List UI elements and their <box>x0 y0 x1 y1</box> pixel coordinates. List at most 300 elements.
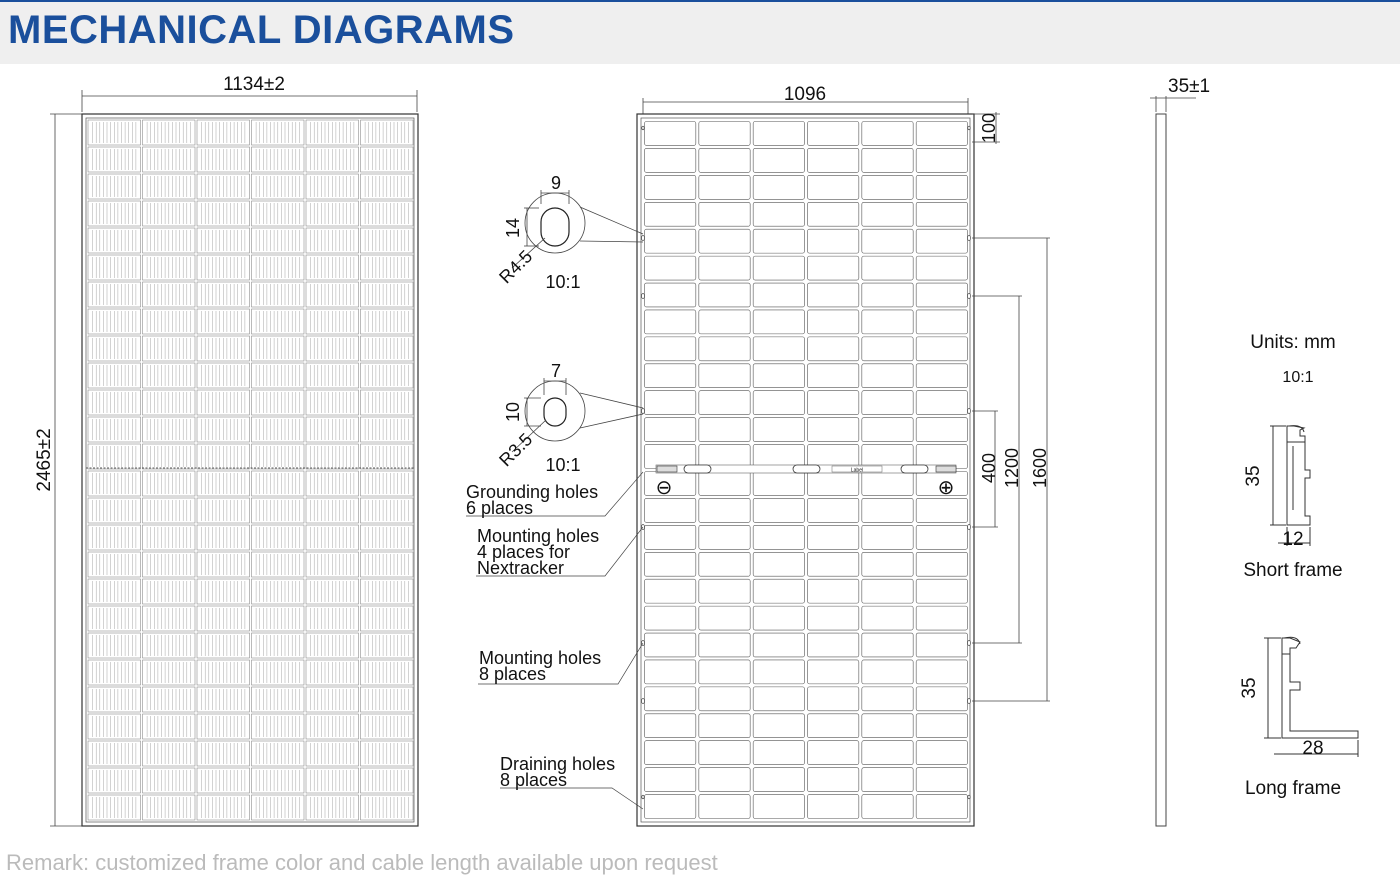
back-cell <box>645 633 696 657</box>
front-cell <box>143 147 196 172</box>
long-frame-width-label: 28 <box>1302 738 1324 759</box>
front-cell <box>306 147 359 172</box>
front-cell <box>361 174 414 199</box>
front-cell <box>197 768 250 793</box>
front-cell <box>143 363 196 388</box>
back-cell <box>753 714 804 738</box>
front-cell <box>252 741 305 766</box>
svg-text:Mounting holes: Mounting holes <box>477 526 600 546</box>
front-cell <box>306 714 359 739</box>
junction-box-strip <box>656 465 956 474</box>
front-cell <box>88 282 141 307</box>
back-cell <box>753 175 804 199</box>
front-cell <box>252 687 305 712</box>
top-offset-label: 100 <box>979 112 999 144</box>
hole1-width-label: 9 <box>550 173 562 193</box>
back-cell <box>916 714 967 738</box>
front-cell <box>306 660 359 685</box>
front-cell <box>361 660 414 685</box>
svg-text:4 places for: 4 places for <box>477 542 571 562</box>
front-cell <box>361 606 414 631</box>
side-profile <box>1156 114 1166 826</box>
front-cell <box>197 606 250 631</box>
front-cell <box>197 336 250 361</box>
back-cell <box>645 256 696 280</box>
front-cell <box>143 174 196 199</box>
front-cell <box>252 282 305 307</box>
front-cell <box>361 282 414 307</box>
back-cell <box>862 391 913 415</box>
front-cell <box>197 309 250 334</box>
short-frame-profile <box>1270 426 1310 546</box>
front-cell <box>143 552 196 577</box>
back-cell <box>645 418 696 442</box>
front-cell <box>143 390 196 415</box>
back-cell <box>753 795 804 819</box>
front-cell <box>143 255 196 280</box>
back-cell <box>916 768 967 792</box>
front-cell <box>88 174 141 199</box>
back-cell <box>808 579 859 603</box>
back-cell <box>862 579 913 603</box>
back-cell <box>753 606 804 630</box>
back-cell <box>753 552 804 576</box>
back-cell <box>753 229 804 253</box>
front-cell <box>143 417 196 442</box>
front-cell <box>88 660 141 685</box>
front-cell <box>88 633 141 658</box>
front-cell <box>88 741 141 766</box>
back-cell <box>916 579 967 603</box>
back-cell <box>753 498 804 522</box>
front-cell <box>88 498 141 523</box>
hole2-width-label: 7 <box>550 361 562 381</box>
back-cell <box>699 472 750 496</box>
back-cell <box>808 687 859 711</box>
spacing-label-1200: 1200 <box>1002 447 1022 489</box>
front-cell <box>88 336 141 361</box>
front-cell <box>361 795 414 820</box>
front-cell <box>143 336 196 361</box>
back-cell <box>916 202 967 226</box>
back-cell <box>808 391 859 415</box>
front-cell <box>306 741 359 766</box>
front-cell <box>88 687 141 712</box>
side-thickness-label: 35±1 <box>1168 76 1211 97</box>
back-cell <box>916 525 967 549</box>
front-cell <box>88 201 141 226</box>
back-cell <box>699 148 750 172</box>
front-cell <box>306 228 359 253</box>
front-cell <box>197 687 250 712</box>
back-cell <box>862 552 913 576</box>
front-cell <box>306 471 359 496</box>
back-cell <box>753 337 804 361</box>
hole1-scale-label: 10:1 <box>545 272 581 292</box>
back-cell <box>862 337 913 361</box>
back-cell <box>753 741 804 765</box>
front-cell <box>361 120 414 145</box>
front-cell <box>197 147 250 172</box>
back-cell <box>645 175 696 199</box>
back-cell <box>645 229 696 253</box>
back-cell <box>862 633 913 657</box>
frame-scale-label: 10:1 <box>1282 369 1314 386</box>
front-cell <box>252 120 305 145</box>
front-cell <box>252 633 305 658</box>
back-cell <box>699 310 750 334</box>
back-cell <box>808 633 859 657</box>
front-cell <box>143 579 196 604</box>
back-cell <box>699 606 750 630</box>
front-cell <box>361 633 414 658</box>
back-cell <box>916 660 967 684</box>
back-cell <box>645 283 696 307</box>
front-cell <box>252 228 305 253</box>
front-cell <box>306 390 359 415</box>
back-cell <box>753 364 804 388</box>
back-cell <box>808 283 859 307</box>
front-cell <box>361 471 414 496</box>
back-cell <box>808 256 859 280</box>
frame-details <box>1239 332 1358 799</box>
front-cell <box>361 579 414 604</box>
front-cell <box>143 444 196 469</box>
callout-grounding <box>466 482 598 518</box>
back-cell <box>862 525 913 549</box>
short-frame-height-label: 35 <box>1243 465 1264 487</box>
front-cell <box>197 525 250 550</box>
back-cell <box>699 768 750 792</box>
front-cell <box>143 795 196 820</box>
front-cell <box>88 309 141 334</box>
back-cell <box>645 660 696 684</box>
back-cell <box>753 687 804 711</box>
front-cell <box>306 633 359 658</box>
front-cell <box>361 714 414 739</box>
positive-connector <box>936 466 956 472</box>
back-cell <box>862 741 913 765</box>
back-cell <box>862 768 913 792</box>
front-cell <box>88 120 141 145</box>
back-cell <box>916 687 967 711</box>
front-cell <box>143 687 196 712</box>
back-cell <box>862 256 913 280</box>
back-cell <box>862 122 913 146</box>
back-cell <box>808 525 859 549</box>
front-cell <box>252 174 305 199</box>
front-cell <box>361 228 414 253</box>
back-cell <box>862 229 913 253</box>
front-cell <box>88 525 141 550</box>
front-cell <box>88 417 141 442</box>
back-cell <box>916 498 967 522</box>
back-cell <box>699 714 750 738</box>
front-cell <box>361 363 414 388</box>
svg-text:8 places: 8 places <box>479 664 547 684</box>
back-cell <box>753 256 804 280</box>
front-cell <box>252 390 305 415</box>
front-cell <box>143 201 196 226</box>
back-cell <box>645 391 696 415</box>
back-cell <box>808 472 859 496</box>
negative-terminal-icon: ⊖ <box>655 477 673 499</box>
front-cell <box>143 471 196 496</box>
footer-remark: Remark: customized frame color and cable length available upon request <box>6 850 718 875</box>
back-cell <box>862 310 913 334</box>
front-cell <box>197 174 250 199</box>
front-cell <box>88 606 141 631</box>
back-cell <box>808 175 859 199</box>
back-cell <box>808 148 859 172</box>
back-cell <box>699 229 750 253</box>
front-cell <box>306 498 359 523</box>
front-cell <box>361 444 414 469</box>
front-cell <box>88 579 141 604</box>
front-cell <box>306 336 359 361</box>
back-cell <box>862 687 913 711</box>
back-cell <box>699 633 750 657</box>
front-cell <box>88 471 141 496</box>
front-cell <box>143 228 196 253</box>
back-cell <box>753 283 804 307</box>
back-cell <box>699 256 750 280</box>
front-cell <box>361 390 414 415</box>
front-cell <box>361 309 414 334</box>
front-cell <box>197 741 250 766</box>
junction-box-3 <box>901 465 928 473</box>
back-cell <box>753 202 804 226</box>
back-cell <box>808 310 859 334</box>
back-cell <box>808 606 859 630</box>
front-cell <box>197 795 250 820</box>
svg-text:6 places: 6 places <box>466 498 534 518</box>
back-cell <box>645 795 696 819</box>
back-cell <box>862 418 913 442</box>
front-cell <box>361 498 414 523</box>
front-cell <box>252 579 305 604</box>
front-cell <box>88 255 141 280</box>
page-title: MECHANICAL DIAGRAMS <box>8 8 515 52</box>
front-cell <box>252 525 305 550</box>
back-cell <box>808 714 859 738</box>
back-cell <box>699 552 750 576</box>
back-cell <box>753 472 804 496</box>
back-cell <box>645 498 696 522</box>
front-cell <box>143 768 196 793</box>
front-cell <box>197 201 250 226</box>
back-cell <box>808 337 859 361</box>
back-cell <box>699 687 750 711</box>
callout-mounting <box>479 648 601 684</box>
back-cell <box>808 498 859 522</box>
back-cell <box>808 202 859 226</box>
front-cell <box>306 363 359 388</box>
back-cell <box>699 283 750 307</box>
back-cell <box>916 795 967 819</box>
callout-nextracker <box>477 526 599 578</box>
front-cell <box>252 660 305 685</box>
front-cell <box>306 552 359 577</box>
back-cell <box>645 148 696 172</box>
front-cell <box>143 633 196 658</box>
back-cell <box>753 660 804 684</box>
front-cell <box>88 552 141 577</box>
back-cell <box>862 660 913 684</box>
front-cell <box>306 174 359 199</box>
back-cell <box>753 391 804 415</box>
back-cell <box>808 122 859 146</box>
back-cell <box>916 606 967 630</box>
back-cell <box>916 741 967 765</box>
front-cell <box>143 660 196 685</box>
front-cell <box>88 390 141 415</box>
back-cell <box>699 795 750 819</box>
front-cell <box>361 525 414 550</box>
front-cell <box>361 687 414 712</box>
front-cell <box>143 309 196 334</box>
front-cell <box>197 390 250 415</box>
back-cell <box>645 714 696 738</box>
back-cell <box>699 660 750 684</box>
back-cell <box>645 337 696 361</box>
back-cell <box>916 552 967 576</box>
back-cell <box>862 148 913 172</box>
hole1-radius-label: R4.5 <box>495 246 537 288</box>
front-cell <box>252 795 305 820</box>
short-frame-name: Short frame <box>1243 560 1343 581</box>
back-cell <box>916 283 967 307</box>
front-cell <box>252 498 305 523</box>
front-cell <box>306 768 359 793</box>
callout-draining <box>500 754 615 790</box>
back-cell <box>753 768 804 792</box>
back-cell <box>699 498 750 522</box>
spacing-label-400: 400 <box>979 452 999 484</box>
back-cell <box>862 498 913 522</box>
front-cell <box>252 309 305 334</box>
back-cell <box>916 310 967 334</box>
front-cell <box>197 552 250 577</box>
front-width-label: 1134±2 <box>223 74 285 95</box>
front-cell <box>306 579 359 604</box>
front-cell <box>361 201 414 226</box>
back-cell <box>916 337 967 361</box>
front-cell <box>88 228 141 253</box>
back-cell <box>699 175 750 199</box>
back-cell <box>862 714 913 738</box>
front-cell <box>197 714 250 739</box>
back-cell <box>699 122 750 146</box>
back-cell <box>808 364 859 388</box>
front-cell <box>88 444 141 469</box>
front-cell <box>252 255 305 280</box>
front-cell <box>306 606 359 631</box>
back-cell <box>862 283 913 307</box>
front-cell <box>88 147 141 172</box>
front-cell <box>88 795 141 820</box>
front-cell <box>252 201 305 226</box>
front-cell <box>143 606 196 631</box>
front-cell <box>197 444 250 469</box>
back-cell <box>862 175 913 199</box>
front-cell <box>197 579 250 604</box>
back-cell <box>916 229 967 253</box>
label-box-text: Label <box>850 467 864 474</box>
svg-text:Grounding holes: Grounding holes <box>466 482 599 502</box>
front-cell <box>197 633 250 658</box>
back-cell <box>699 741 750 765</box>
front-cell <box>361 417 414 442</box>
front-cell <box>197 255 250 280</box>
junction-box-1 <box>684 465 711 473</box>
front-cell <box>88 714 141 739</box>
back-cell <box>753 148 804 172</box>
front-cell <box>306 444 359 469</box>
short-frame-width-label: 12 <box>1282 529 1304 550</box>
spacing-label-1600: 1600 <box>1030 447 1050 489</box>
back-cell <box>916 418 967 442</box>
front-cell <box>197 282 250 307</box>
front-cell <box>361 255 414 280</box>
back-cell <box>916 122 967 146</box>
back-cell <box>808 768 859 792</box>
back-cell <box>699 391 750 415</box>
mechanical-drawing <box>0 64 1400 850</box>
side-view <box>1150 76 1210 826</box>
back-view <box>466 84 1050 826</box>
front-height-label: 2465±2 <box>34 428 55 492</box>
back-cell <box>699 202 750 226</box>
back-cell <box>699 418 750 442</box>
back-cell <box>808 229 859 253</box>
front-cell <box>143 498 196 523</box>
front-cell <box>252 606 305 631</box>
front-cell <box>143 282 196 307</box>
front-cell <box>252 147 305 172</box>
front-cell <box>197 228 250 253</box>
front-cell <box>197 498 250 523</box>
back-cell <box>645 606 696 630</box>
hole2-radius-label: R3.5 <box>495 429 537 471</box>
back-cell <box>645 552 696 576</box>
front-cell <box>306 201 359 226</box>
front-cell <box>252 714 305 739</box>
negative-connector <box>657 466 677 472</box>
front-cell <box>197 660 250 685</box>
front-cell <box>361 336 414 361</box>
back-cell <box>916 175 967 199</box>
back-cell <box>862 472 913 496</box>
back-cell <box>699 579 750 603</box>
back-cell <box>645 202 696 226</box>
front-cell <box>88 768 141 793</box>
back-width-label: 1096 <box>783 84 827 105</box>
front-cell <box>143 741 196 766</box>
hole2-height-label: 10 <box>503 401 523 423</box>
front-cell <box>143 714 196 739</box>
back-cell <box>645 310 696 334</box>
back-cell <box>645 768 696 792</box>
front-cell <box>361 147 414 172</box>
back-cell <box>753 310 804 334</box>
positive-terminal-icon: ⊕ <box>937 477 955 499</box>
front-cell <box>143 120 196 145</box>
back-cell <box>699 525 750 549</box>
front-cell <box>88 363 141 388</box>
front-cell <box>361 552 414 577</box>
front-cell <box>361 768 414 793</box>
